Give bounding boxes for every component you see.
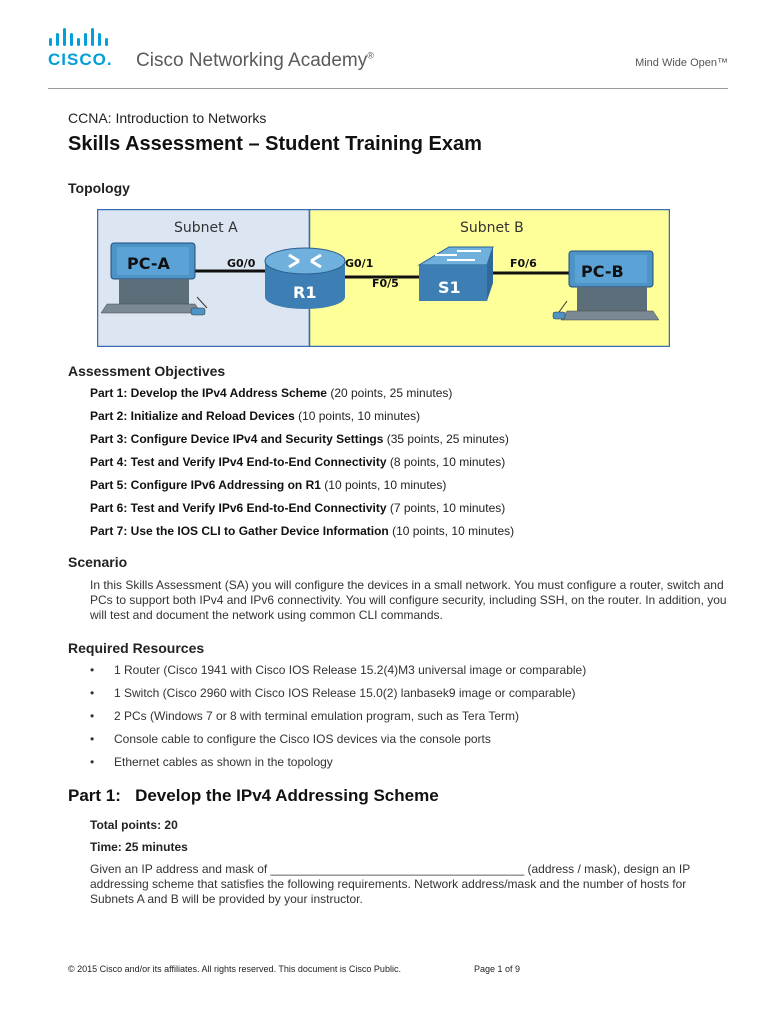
objective-item: [90, 524, 730, 547]
brand-text: Cisco Networking Academy: [136, 50, 368, 71]
objective-detail: (7 points, 10 minutes): [386, 501, 506, 515]
topology-diagram: [97, 209, 670, 347]
resources-list: [90, 663, 730, 778]
course-name: CCNA: Introduction to Networks: [68, 110, 267, 126]
objective-item: [90, 478, 730, 501]
router-label: R1: [293, 283, 317, 302]
objective-part: Part 3: Configure Device IPv4 and Security Settings: [90, 432, 384, 446]
part1-heading: Part 1: Develop the IPv4 Addressing Scheme: [68, 786, 439, 805]
objective-part: Part 4: Test and Verify IPv4 End-to-End Connectivity: [90, 455, 387, 469]
part1-total-points: Total points: 20: [90, 818, 178, 832]
resource-item: • Console cable to configure the Cisco IOS devices via the console ports: [90, 732, 730, 755]
tagline: Mind Wide Open™: [635, 57, 728, 69]
resources-heading: Required Resources: [68, 640, 205, 656]
objective-item: [90, 409, 730, 432]
topology-heading: Topology: [68, 180, 130, 196]
scenario-heading: Scenario: [68, 554, 128, 570]
pc-b-label: PC-B: [581, 262, 624, 281]
pc-a-label: PC-A: [127, 254, 170, 273]
footer-copyright: © 2015 Cisco and/or its affiliates. All rights reserved. This document is Cisco Public.: [68, 964, 401, 974]
resource-item: • 2 PCs (Windows 7 or 8 with terminal emulation program, such as Tera Term): [90, 709, 730, 732]
switch-label: S1: [438, 278, 461, 297]
page-header: [48, 28, 728, 78]
objective-item: [90, 455, 730, 478]
objectives-heading: Assessment Objectives: [68, 363, 226, 379]
header-divider: [48, 88, 728, 89]
part1-time: Time: 25 minutes: [90, 840, 188, 854]
objective-detail: (20 points, 25 minutes): [326, 386, 453, 400]
cisco-wordmark: CISCO.: [48, 50, 113, 69]
objective-item: [90, 432, 730, 455]
port-f05-label: F0/5: [372, 277, 399, 290]
objective-detail: (8 points, 10 minutes): [386, 455, 506, 469]
page-title: Skills Assessment – Student Training Exam: [68, 133, 482, 155]
cisco-bars-icon: [48, 28, 118, 48]
scenario-text: In this Skills Assessment (SA) you will configure the devices in a small network. You must configure a router, switch and PCs to support both IPv4 and IPv6 connectivity. You will configure security, including SSH, on the router. In addition, you will test and document the network using common CLI commands.: [90, 578, 727, 622]
resource-item: • 1 Switch (Cisco 2960 with Cisco IOS Release 15.0(2) lanbasek9 image or comparable): [90, 686, 730, 709]
objective-detail: (10 points, 10 minutes): [388, 524, 515, 538]
port-g01-label: G0/1: [345, 257, 374, 270]
port-f06-label: F0/6: [510, 257, 537, 270]
objective-detail: (10 points, 10 minutes): [294, 409, 421, 423]
part1-text: Given an IP address and mask of ______________________________________ (address / mask), design an IP addressing scheme that satisfies the following requirements. Network address/mask and the number of hosts for Subnets A and B will be provided by your instructor.: [90, 862, 691, 906]
objective-part: Part 2: Initialize and Reload Devices: [90, 409, 295, 423]
port-g00-label: G0/0: [227, 257, 256, 270]
resource-item: • Ethernet cables as shown in the topology: [90, 755, 730, 778]
resource-item: • 1 Router (Cisco 1941 with Cisco IOS Release 15.2(4)M3 universal image or comparable): [90, 663, 730, 686]
subnet-b-label: Subnet B: [460, 220, 524, 236]
objective-part: Part 7: Use the IOS CLI to Gather Device Information: [90, 524, 389, 538]
cisco-logo: [48, 28, 118, 72]
objective-item: [90, 501, 730, 524]
objective-detail: (10 points, 10 minutes): [320, 478, 447, 492]
footer-page-number: Page 1 of 9: [474, 964, 521, 974]
objective-part: Part 1: Develop the IPv4 Address Scheme: [90, 386, 327, 400]
brand-name: [136, 50, 374, 72]
objective-detail: (35 points, 25 minutes): [383, 432, 509, 446]
objective-part: Part 5: Configure IPv6 Addressing on R1: [90, 478, 321, 492]
brand-mark: ®: [367, 50, 374, 61]
objective-item: [90, 386, 730, 409]
objective-part: Part 6: Test and Verify IPv6 End-to-End Connectivity: [90, 501, 387, 515]
subnet-a-label: Subnet A: [174, 220, 238, 236]
objectives-list: [90, 386, 730, 547]
